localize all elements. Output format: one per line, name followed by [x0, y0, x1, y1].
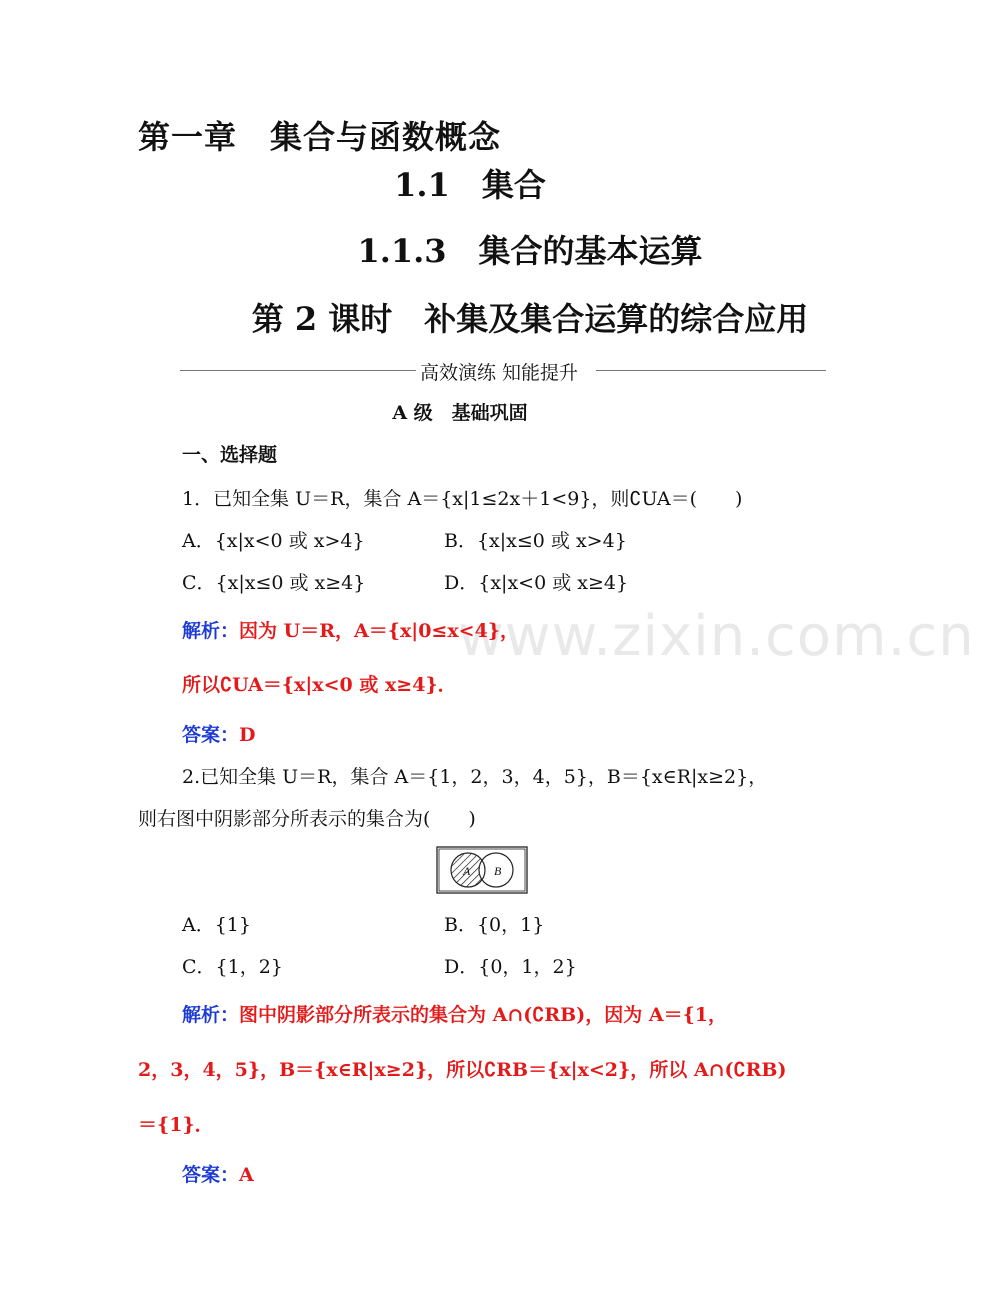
divider-line-right [596, 370, 826, 371]
q1-answer [182, 720, 256, 747]
q2-answer-label: 答案： [182, 1164, 240, 1186]
section-title: 1.1 集合 [394, 166, 546, 204]
q1-option-d: D．{x|x<0 或 x≥4} [444, 572, 629, 594]
q1-option-c: C．{x|x≤0 或 x≥4} [182, 572, 366, 594]
q2-stem-line-1: 2.已知全集 U＝R，集合 A＝{1，2，3，4，5}，B＝{x∈R|x≥2}， [182, 766, 768, 788]
subsection-title: 1.1.3 集合的基本运算 [357, 232, 703, 270]
q1-answer-label: 答案： [182, 724, 240, 746]
q2-analysis-text-1: 图中阴影部分所表示的集合为 A∩(∁RB)，因为 A＝{1， [239, 1004, 728, 1026]
q2-option-a: A．{1} [182, 914, 251, 936]
q2-analysis-label: 解析： [182, 1004, 240, 1026]
q2-analysis-line-1 [182, 1000, 727, 1027]
level-heading: A 级 基础巩固 [392, 402, 528, 424]
q1-analysis-line-2: 所以∁UA＝{x|x<0 或 x≥4}． [182, 674, 457, 696]
q1-analysis-text-1: 因为 U＝R，A＝{x|0≤x<4}， [239, 620, 520, 642]
q2-analysis-line-3: ＝{1}． [138, 1114, 214, 1136]
lesson-title: 第 2 课时 补集及集合运算的综合应用 [251, 300, 809, 338]
q1-answer-value: D [239, 724, 256, 746]
venn-shaded-region [436, 846, 528, 894]
divider-line-left [180, 370, 416, 371]
venn-label-b: B [494, 864, 502, 878]
part-heading: 一、选择题 [182, 444, 278, 466]
q2-answer-value: A [239, 1164, 254, 1186]
q1-stem: 1．已知全集 U＝R，集合 A＝{x|1≤2x＋1<9}，则∁UA＝( ) [182, 488, 743, 510]
section-divider [180, 358, 826, 382]
chapter-title: 第一章 集合与函数概念 [138, 118, 502, 156]
q2-analysis-line-2: 2，3，4，5}，B＝{x∈R|x≥2}，所以∁RB＝{x|x<2}，所以 A∩(∁RB) [138, 1059, 787, 1081]
q1-analysis-label: 解析： [182, 620, 240, 642]
q1-option-b: B．{x|x≤0 或 x>4} [444, 530, 627, 552]
q2-answer [182, 1160, 254, 1187]
q2-stem-line-2: 则右图中阴影部分所表示的集合为( ) [138, 808, 476, 830]
q2-option-c: C．{1，2} [182, 956, 283, 978]
q1-option-a: A．{x|x<0 或 x>4} [182, 530, 365, 552]
divider-banner: 高效演练 知能提升 [416, 358, 582, 385]
venn-label-a: A [463, 864, 471, 878]
q2-option-b: B．{0，1} [444, 914, 545, 936]
venn-diagram [436, 846, 528, 894]
q1-analysis-line-1 [182, 616, 519, 643]
watermark: www.zixin.com.cn [458, 604, 975, 669]
q2-option-d: D．{0，1，2} [444, 956, 577, 978]
